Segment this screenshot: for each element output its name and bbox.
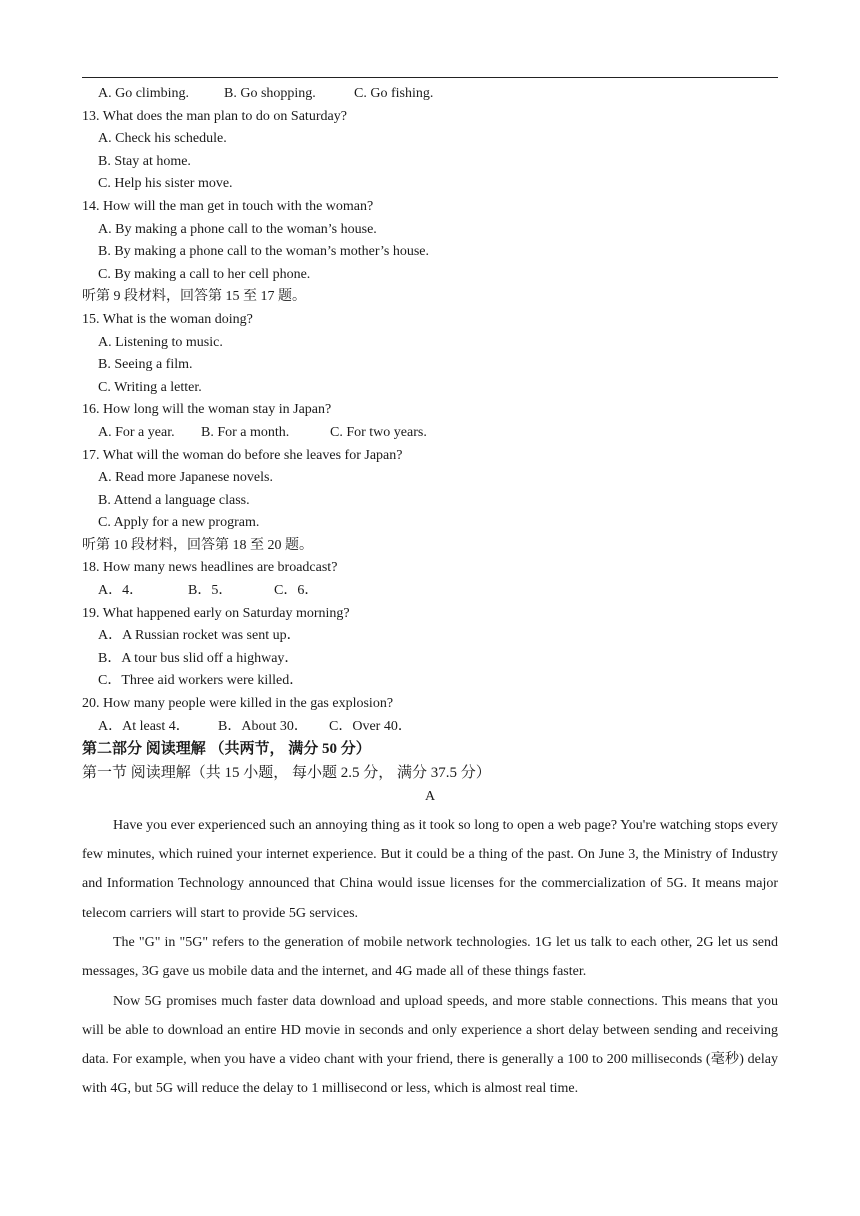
option-a: A．4． [98,583,144,599]
passage-paragraph-3: Now 5G promises much faster data download and upload speeds, and more stable connections. This means that you will be able to download an entire HD movie in seconds and only experience a short delay between sending and receiving data. For example, when you have a video chant with your friend, there is generally a 100 to 200 milliseconds (毫秒) delay with 4G, but 5G will reduce the delay to 1 millisecond or less, which is almost real time. [82,993,778,1097]
option-a: A. By making a phone call to the woman’s house. [98,221,377,237]
passage-paragraph-2: The "G" in "5G" refers to the generation of mobile network technologies. 1G let us talk to each other, 2G let us send messages, 3G gave us mobile data and the internet, and 4G made all of these things faster. [82,935,778,980]
option-c: C．Over 40． [329,718,412,734]
question-19: 19. What happened early on Saturday morning? [82,605,350,621]
option-a: A. Check his schedule. [98,131,227,147]
option-c: C. Go fishing. [354,86,434,101]
question-20: 20. How many people were killed in the gas explosion? [82,696,394,712]
option-c: C. Writing a letter. [98,379,202,395]
passage-paragraph-1: Have you ever experienced such an annoying thing as it took so long to open a web page? You're watching stops every few minutes, which ruined your internet experience. But it could be a thing of the past. On June 3, the Ministry of Industry and Information Technology announced that China would issue licenses for the commercialization of 5G. It means major telecom carriers will start to provide 5G services. [82,817,778,921]
option-a: A. For a year. [98,424,175,440]
option-c: C. Apply for a new program. [98,515,260,531]
option-b: B. Go shopping. [224,86,316,101]
question-13: 13. What does the man plan to do on Saturday? [82,108,347,124]
option-a: A. Read more Japanese novels. [98,470,273,486]
question-16: 16. How long will the woman stay in Japan? [82,402,332,418]
option-b: B. Seeing a film. [98,357,193,373]
option-b: B. Attend a language class. [98,492,250,508]
option-c: C．Three aid workers were killed． [98,673,304,689]
question-18: 18. How many news headlines are broadcast? [82,560,338,576]
section-one-title: 第一节 阅读理解（共 15 小题， 每小题 2.5 分， 满分 37.5 分） [82,765,491,782]
option-b: B．5． [188,583,233,599]
question-15: 15. What is the woman doing? [82,311,253,327]
question-17: 17. What will the woman do before she leaves for Japan? [82,447,403,463]
passage-label: A [424,789,436,805]
q20-options [82,716,778,739]
instruction-9: 听第 9 段材料，回答第 15 至 17 题。 [82,289,306,305]
instruction-10: 听第 10 段材料，回答第 18 至 20 题。 [82,537,313,553]
option-c: C. By making a call to her cell phone. [98,266,311,282]
q12-options [82,83,778,106]
q16-options [82,422,778,445]
option-b: B. For a month. [201,424,290,440]
option-c: C．6． [274,583,319,599]
option-b: B．About 30． [218,718,308,734]
option-b: B. By making a phone call to the woman’s mother’s house. [98,244,430,260]
option-c: C. Help his sister move. [98,176,233,192]
option-a: A．A Russian rocket was sent up． [98,628,301,644]
option-b: B．A tour bus slid off a highway． [98,650,299,666]
question-14: 14. How will the man get in touch with the woman? [82,198,374,214]
option-b: B. Stay at home. [98,153,191,169]
option-a: A. Listening to music. [98,334,223,350]
header-rule [82,77,778,78]
option-a: A．At least 4． [98,718,190,734]
option-c: C. For two years. [330,424,427,440]
option-a: A. Go climbing. [98,86,189,101]
page-content [82,83,778,1104]
part-two-title: 第二部分 阅读理解 （共两节， 满分 50 分） [82,741,371,758]
q18-options [82,580,778,603]
